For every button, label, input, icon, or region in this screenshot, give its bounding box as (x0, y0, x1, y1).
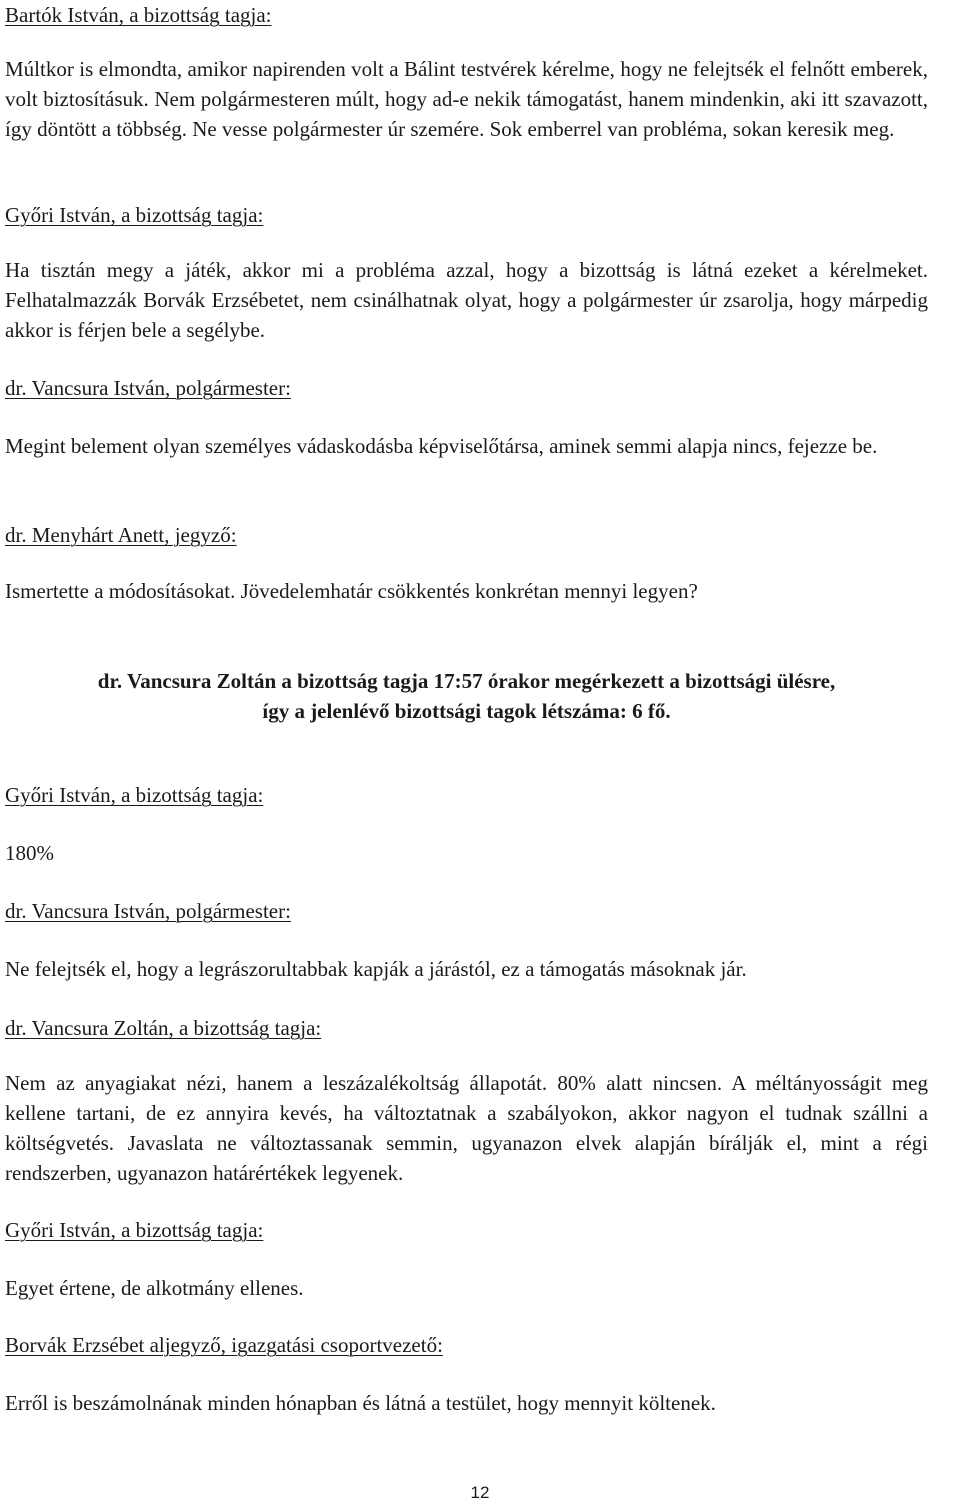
speaker-label: dr. Vancsura István, polgármester: (5, 376, 291, 400)
speaker-label: Győri István, a bizottság tagja: (5, 1218, 264, 1242)
paragraph: Nem az anyagiakat nézi, hanem a leszázalékoltság állapotát. 80% alatt nincsen. A méltányosságit meg kellene tartani, de ez annyira kevés, ha változtatnak a szabályokon, akkor nagyon el tudnak szállni a költségvetés. Javaslata ne változtassanak semmin, ugyanazon elvek alapján bírálják el, mint a régi rendszerben, ugyanazon határértékek legyenek. (5, 1071, 928, 1185)
speaker-label: dr. Vancsura István, polgármester: (5, 899, 291, 923)
speaker-label: Győri István, a bizottság tagja: (5, 783, 264, 807)
paragraph: Megint belement olyan személyes vádaskodásba képviselőtársa, aminek semmi alapja nincs, fejezze be. (5, 434, 878, 458)
speaker-label: dr. Menyhárt Anett, jegyző: (5, 523, 237, 547)
speaker-label: dr. Vancsura Zoltán, a bizottság tagja: (5, 1016, 322, 1040)
paragraph: Ha tisztán megy a játék, akkor mi a probléma azzal, hogy a bizottság is látná ezeket a kérelmeket. Felhatalmazzák Borvák Erzsébetet, nem csinálhatnak olyat, hogy a polgármester úr zsarolja, hogy márpedig akkor is férjen bele a segélybe. (5, 258, 928, 342)
page-number: 12 (470, 1483, 490, 1502)
paragraph: Múltkor is elmondta, amikor napirenden volt a Bálint testvérek kérelme, hogy ne felejtsék el felnőtt emberek, volt biztosításuk. Nem polgármesteren múlt, hogy ad-e nekik támogatást, hanem mindenkin, aki itt szavazott, így döntött a többség. Ne vesse polgármester úr szemére. Sok emberrel van probléma, sokan keresik meg. (5, 57, 928, 141)
paragraph: Ne felejtsék el, hogy a legrászorultabbak kapják a járástól, ez a támogatás másoknak jár. (5, 957, 747, 981)
paragraph: Egyet értene, de alkotmány ellenes. (5, 1276, 304, 1300)
paragraph: Ismertette a módosításokat. Jövedelemhatár csökkentés konkrétan mennyi legyen? (5, 579, 698, 603)
speaker-label: Bartók István, a bizottság tagja: (5, 3, 272, 27)
attendance-notice-line: dr. Vancsura Zoltán a bizottság tagja 17:57 órakor megérkezett a bizottsági ülésre, (97, 669, 836, 693)
attendance-notice-line: így a jelenlévő bizottsági tagok létszáma: 6 fő. (262, 699, 671, 723)
paragraph: Erről is beszámolnának minden hónapban és látná a testület, hogy mennyit költenek. (5, 1391, 716, 1415)
paragraph: 180% (5, 841, 54, 865)
speaker-label: Győri István, a bizottság tagja: (5, 203, 264, 227)
speaker-label: Borvák Erzsébet aljegyző, igazgatási csoportvezető: (5, 1333, 443, 1357)
